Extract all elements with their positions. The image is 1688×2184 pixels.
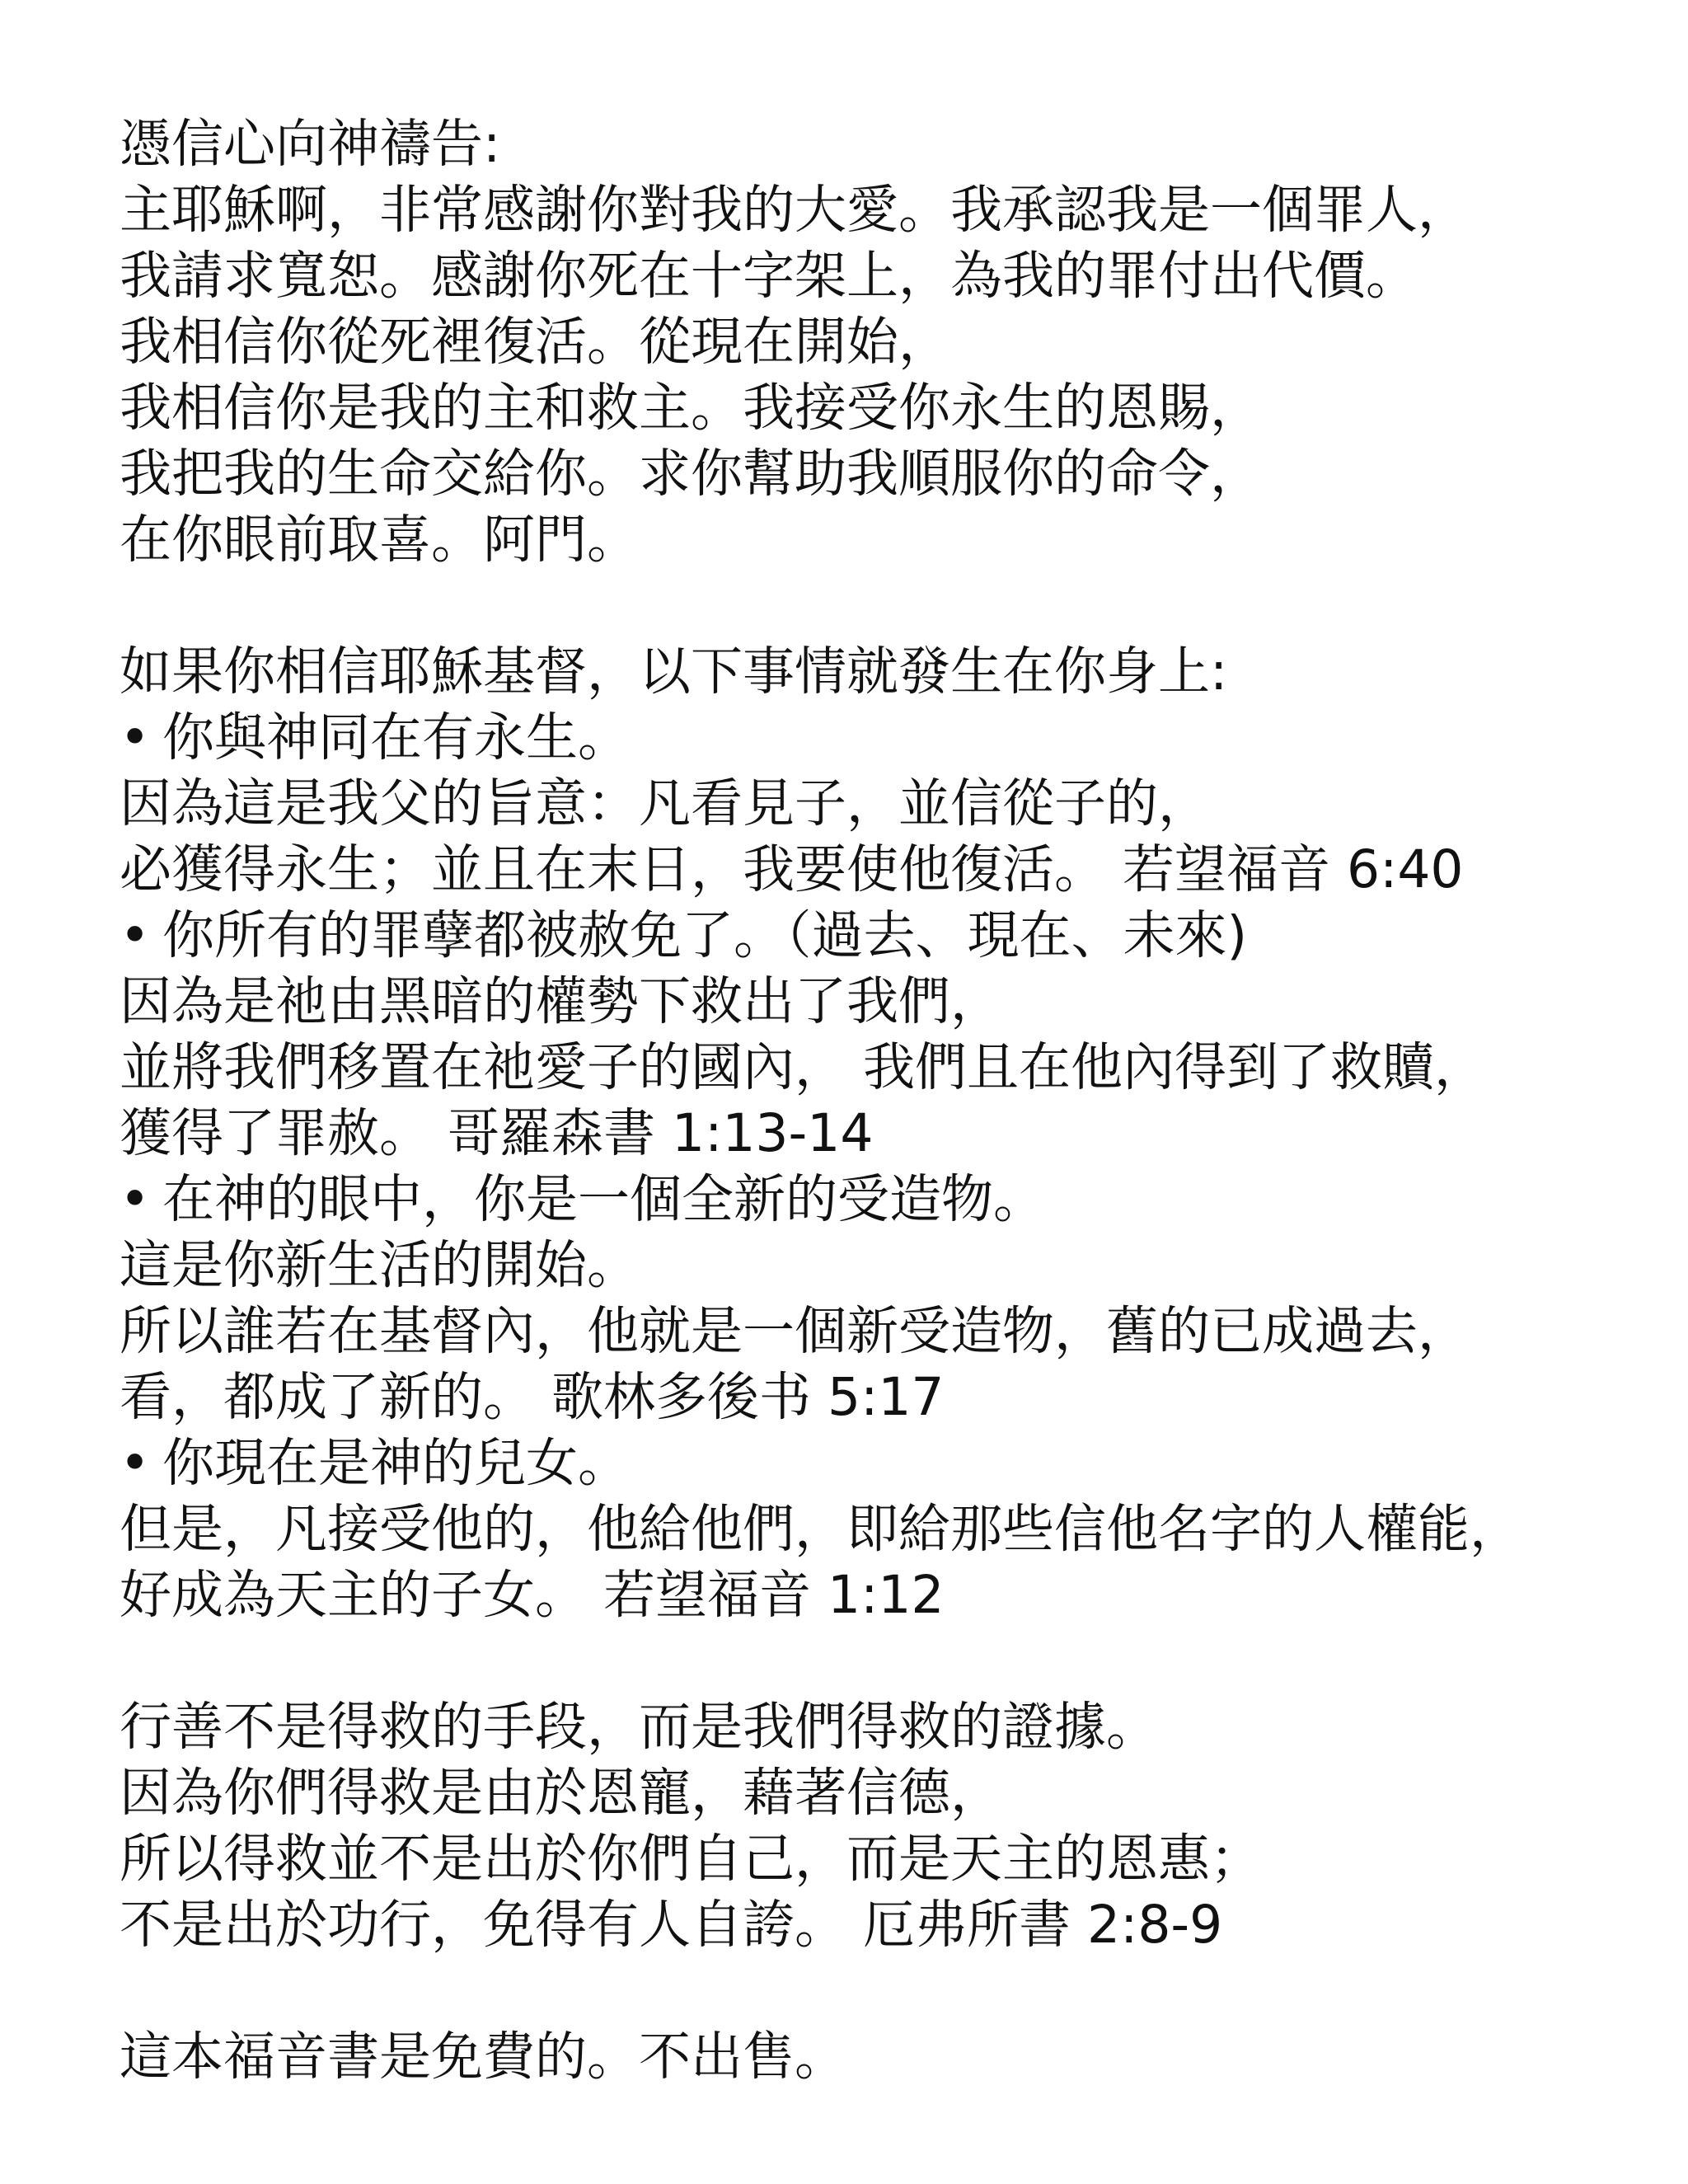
benefit-title: 你與神同在有永生。 <box>162 707 630 768</box>
verse-line-with-reference <box>120 837 1653 903</box>
verse-line-with-reference <box>120 1101 1653 1167</box>
prayer-line: 我把我的生命交給你。求你幫助我順服你的命令， <box>120 444 1262 504</box>
paragraph-gap <box>120 1628 1653 1694</box>
benefit-title-line <box>120 1430 1653 1496</box>
bullet-icon: • <box>120 1169 151 1229</box>
prayer-line: 在你眼前取喜。阿門。 <box>120 510 639 570</box>
verse-text: 不是出於功行，免得有人自誇。 <box>120 1895 846 1955</box>
document-body <box>120 111 1653 2090</box>
paragraph-gap <box>120 573 1653 639</box>
prayer-line: 我請求寬恕。感謝你死在十字架上，為我的罪付出代價。 <box>120 246 1418 306</box>
benefit-title-line <box>120 705 1653 771</box>
scripture-reference: 若望福音 6:40 <box>1123 839 1464 899</box>
benefit-item <box>120 903 1653 1167</box>
benefit-title-line <box>120 903 1653 969</box>
prayer-line: 我相信你是我的主和救主。我接受你永生的恩賜， <box>120 378 1262 438</box>
verse-line: 因為是祂由黑暗的權勢下救出了我們， <box>120 971 1002 1031</box>
scripture-reference: 若望福音 1:12 <box>603 1565 945 1625</box>
good-works-line: 所以得救並不是出於你們自己，而是天主的恩惠； <box>120 1829 1262 1889</box>
benefit-item <box>120 1167 1653 1430</box>
benefits-heading: 如果你相信耶穌基督，以下事情就發生在你身上: <box>120 641 1228 702</box>
bullet-icon: • <box>120 707 151 768</box>
verse-text: 獲得了罪赦。 <box>120 1103 431 1163</box>
footer-note: 這本福音書是免費的。不出售。 <box>120 2027 846 2087</box>
prayer-line: 主耶穌啊，非常感謝你對我的大愛。我承認我是一個罪人， <box>120 180 1470 240</box>
scripture-reference: 歌林多後书 5:17 <box>551 1367 945 1427</box>
benefit-title: 你所有的罪孽都被赦免了。（過去、現在、未來) <box>162 905 1248 965</box>
bullet-icon: • <box>120 1433 151 1493</box>
paragraph-gap <box>120 1958 1653 2024</box>
verse-text: 好成為天主的子女。 <box>120 1565 587 1625</box>
benefit-title-line <box>120 1167 1653 1233</box>
scripture-reference: 哥羅森書 1:13-14 <box>448 1103 874 1163</box>
good-works-section <box>120 1694 1653 1958</box>
verse-line: 所以誰若在基督內，他就是一個新受造物，舊的已成過去， <box>120 1301 1470 1361</box>
verse-text: 必獲得永生；並且在末日，我要使他復活。 <box>120 839 1106 899</box>
verse-line-with-reference <box>120 1364 1653 1430</box>
verse-line: 因為這是我父的旨意：凡看見子，並信從子的， <box>120 773 1210 834</box>
good-works-line-with-reference <box>120 1892 1653 1958</box>
benefit-title: 你現在是神的兒女。 <box>162 1433 630 1493</box>
prayer-section <box>120 111 1653 573</box>
benefit-item <box>120 1430 1653 1628</box>
benefit-title: 在神的眼中，你是一個全新的受造物。 <box>162 1169 1045 1229</box>
verse-line: 並將我們移置在祂愛子的國內， 我們且在他內得到了救贖， <box>120 1037 1487 1097</box>
bullet-icon: • <box>120 905 151 965</box>
verse-text: 看，都成了新的。 <box>120 1367 535 1427</box>
good-works-line: 因為你們得救是由於恩寵，藉著信德， <box>120 1763 1002 1823</box>
verse-line-with-reference <box>120 1562 1653 1628</box>
scripture-reference: 厄弗所書 2:8-9 <box>863 1895 1223 1955</box>
benefit-item <box>120 705 1653 903</box>
verse-line: 但是，凡接受他的，他給他們，即給那些信他名字的人權能， <box>120 1499 1522 1559</box>
good-works-line: 行善不是得救的手段，而是我們得救的證據。 <box>120 1697 1158 1757</box>
benefits-section <box>120 639 1653 1628</box>
prayer-line: 我相信你從死裡復活。從現在開始， <box>120 312 950 372</box>
prayer-heading: 憑信心向神禱告: <box>120 114 501 174</box>
verse-line: 這是你新生活的開始。 <box>120 1235 639 1295</box>
